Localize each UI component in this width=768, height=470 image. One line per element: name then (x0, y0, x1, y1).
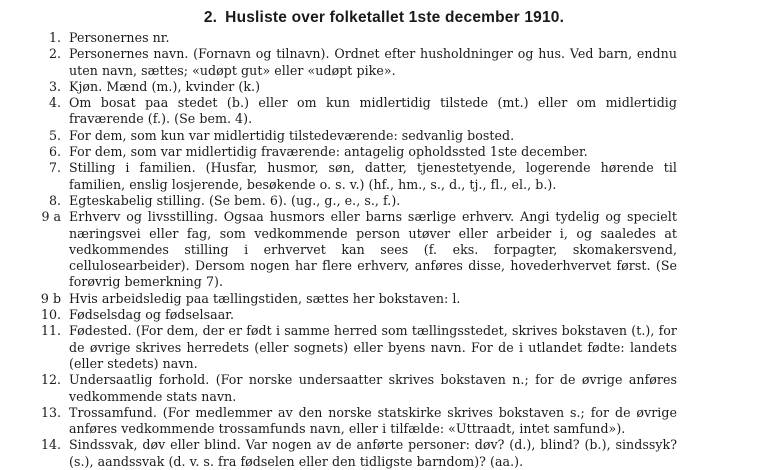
list-item-1 (0, 30, 768, 46)
item-text: Trossamfund. (For medlemmer av den norske statskirke skrives bokstaven s.; for de øvrige anføres vedkommende trossamfunds navn, eller i tilfælde: «Uttraadt, intet samfund»). (69, 404, 677, 437)
item-number: 8. (48, 192, 61, 208)
item-text: Undersaatlig forhold. (For norske undersaatter skrives bokstaven n.; for de øvrige anføres vedkommende stats navn. (69, 372, 677, 404)
item-text: Fødested. (For dem, der er født i samme herred som tællingsstedet, skrives bokstaven (t.), for de øvrige skrives herredets (eller sognets) eller byens navn. For de i utlandet fødte: landets (eller stedets) navn. (69, 323, 677, 371)
item-number: 3. (48, 78, 61, 94)
item-text: Fødselsdag og fødselsaar. (69, 307, 234, 323)
item-text: Egteskabelig stilling. (Se bem. 6). (ug., g., e., s., f.). (69, 192, 401, 208)
item-text: Om bosat paa stedet (b.) eller om kun midlertidig tilstede (mt.) eller om midlertidig fraværende (f.). (Se bem. 4). (69, 95, 677, 127)
item-text: Hvis arbeidsledig paa tællingstiden, sættes her bokstaven: l. (69, 290, 461, 306)
item-number: 5. (48, 127, 61, 143)
list-item-14 (0, 437, 768, 470)
list-item-12 (0, 372, 768, 405)
list-item-7 (0, 160, 768, 193)
item-number: 10. (40, 307, 61, 323)
item-text: Sindssvak, døv eller blind. Var nogen av de anførte personer: døv? (d.), blind? (b.), sindssyk? (s.), aandssvak (d. v. s. fra fødselen eller den tidligste barndom)? (aa.). (69, 437, 677, 469)
item-number: 1. (48, 30, 61, 45)
list-item-4 (0, 95, 768, 128)
item-text: For dem, som kun var midlertidig tilstedeværende: sedvanlig bosted. (69, 127, 515, 143)
list-item-5 (0, 128, 768, 144)
list-item-9a (0, 209, 768, 290)
item-number: 6. (48, 144, 61, 160)
list-item-10 (0, 307, 768, 323)
list-item-8 (0, 193, 768, 209)
item-number: 13. (40, 404, 61, 420)
item-number: 4. (48, 95, 61, 111)
item-text: For dem, som var midlertidig fraværende: antagelig opholdssted 1ste december. (69, 144, 588, 160)
item-number: 14. (40, 437, 61, 453)
item-number: 9 b (40, 290, 61, 306)
instruction-list (0, 30, 768, 470)
item-number: 11. (40, 323, 61, 339)
item-number: 12. (40, 372, 61, 388)
list-item-9b (0, 291, 768, 307)
item-text: Personernes nr. (69, 30, 170, 45)
list-item-11 (0, 323, 768, 372)
list-item-13 (0, 405, 768, 438)
list-item-2 (0, 46, 768, 79)
item-text: Kjøn. Mænd (m.), kvinder (k.) (69, 78, 261, 94)
item-text: Erhverv og livsstilling. Ogsaa husmors eller barns særlige erhverv. Angi tydelig og specielt næringsvei eller fag, som vedkommende person utøver eller arbeider i, og saaledes at vedkommendes stilling i erhvervet kan sees (f. eks. forpagter, skomakersvend, cellulosearbeider). Dersom nogen har flere erhverv, anføres disse, hovederhvervet først. (Se forøvrig bemerkning 7). (69, 209, 677, 290)
title-text: Husliste over folketallet 1ste december 1910. (225, 9, 565, 26)
item-number: 2. (48, 46, 61, 62)
document-title (0, 9, 768, 27)
list-item-3 (0, 79, 768, 95)
title-number: 2. (203, 9, 218, 26)
item-number: 7. (48, 160, 61, 176)
item-number: 9 a (41, 209, 61, 225)
list-item-6 (0, 144, 768, 160)
item-text: Stilling i familien. (Husfar, husmor, søn, datter, tjenestetyende, logerende hørende til familien, enslig losjerende, besøkende o. s. v.) (hf., hm., s., d., tj., fl., el., b.). (69, 160, 677, 192)
item-text: Personernes navn. (Fornavn og tilnavn). Ordnet efter husholdninger og hus. Ved barn, endnu uten navn, sættes; «udøpt gut» eller «udøpt pike». (69, 46, 677, 78)
